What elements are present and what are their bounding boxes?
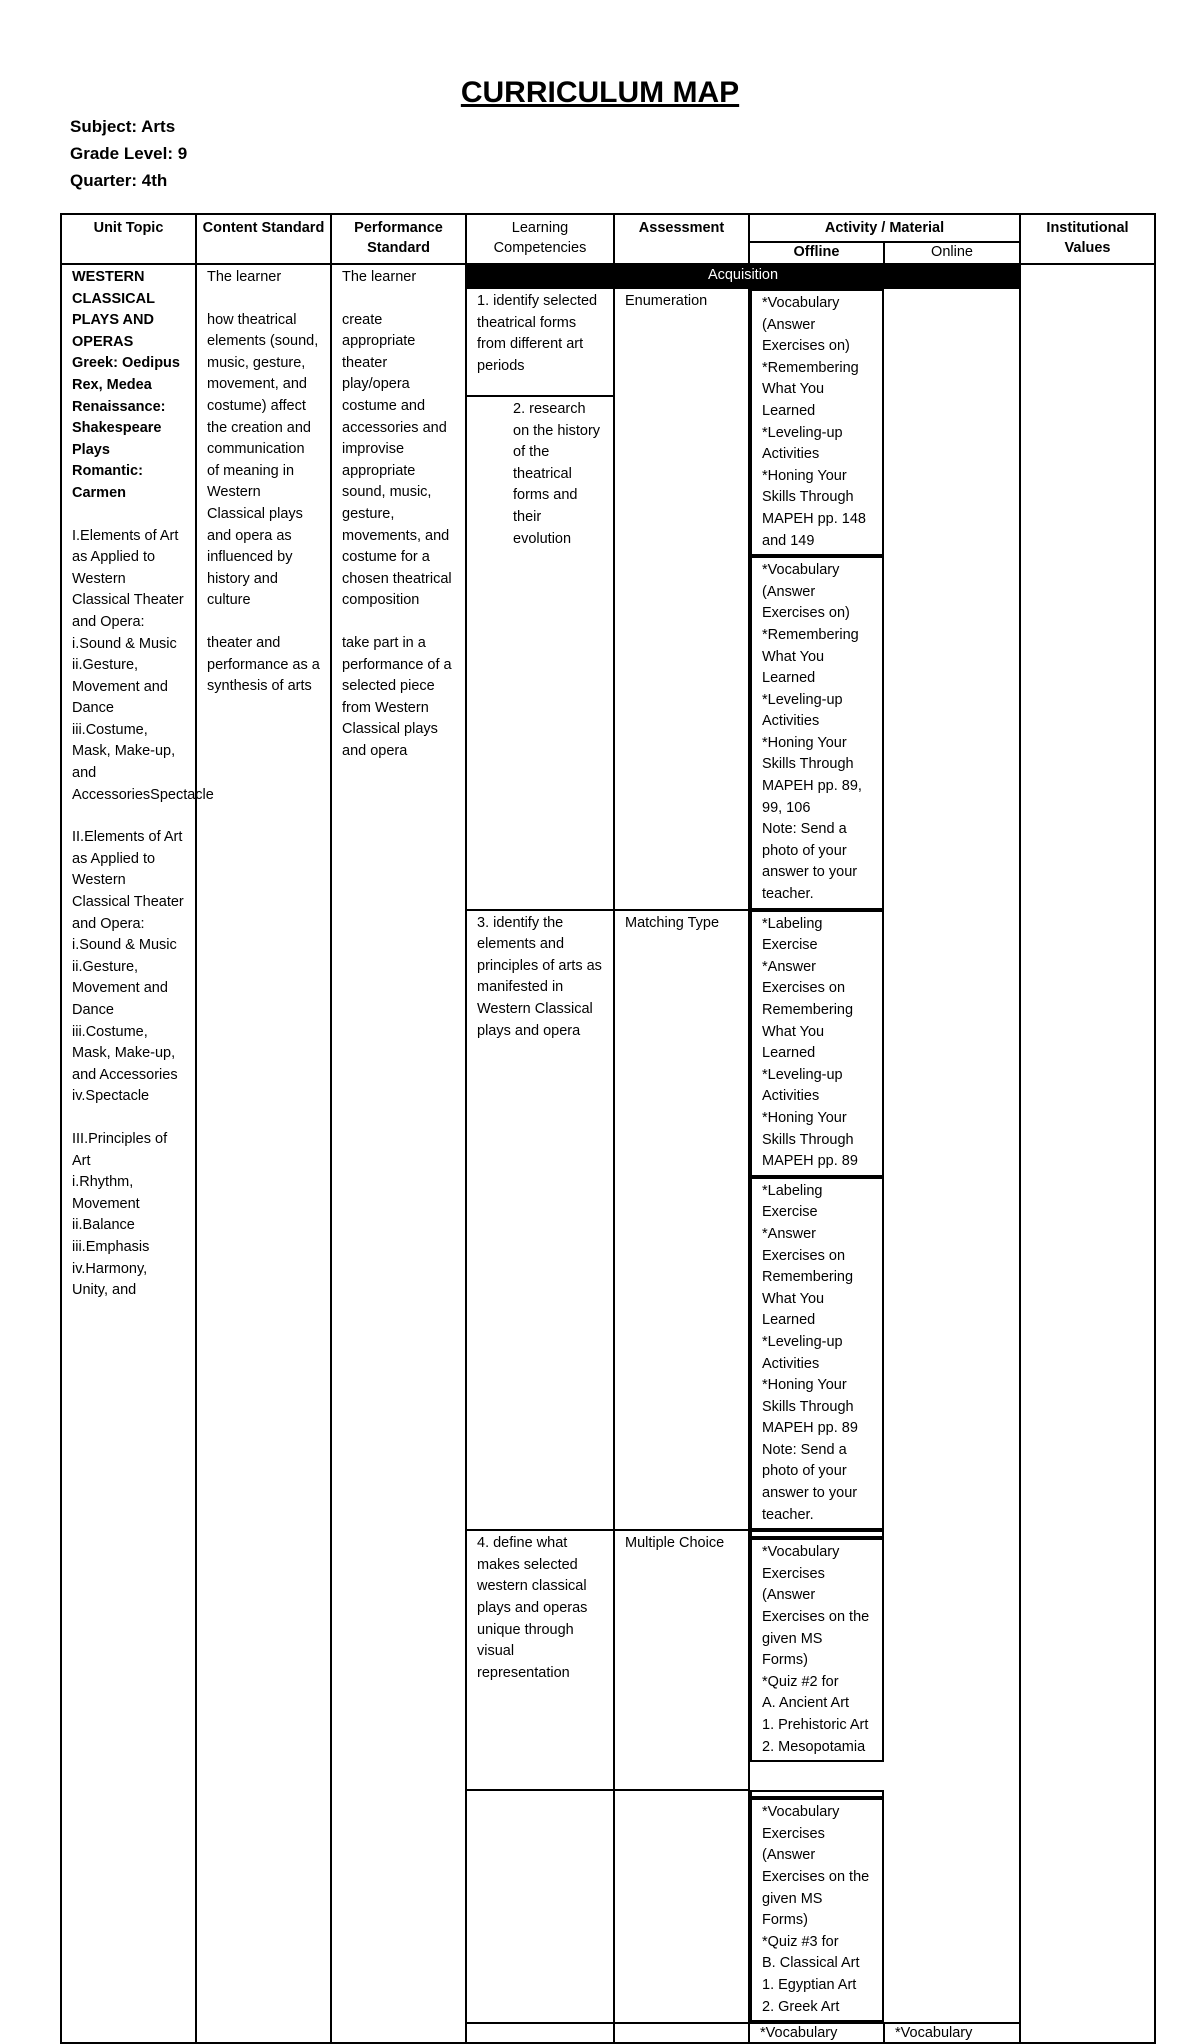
offline-4 [750, 1530, 884, 1538]
quarter-label: Quarter: 4th [70, 171, 168, 190]
header-content-standard: Content Standard [196, 214, 331, 264]
header-online: Online [884, 242, 1020, 264]
unit-topic-part3: III.Principles of Art i.Rhythm, Movement ii.Balance iii.Emphasis iv.Harmony, Unity, and [72, 1130, 168, 1299]
unit-topic-cell [61, 264, 214, 2043]
unit-topic-part1: I.Elements of Art as Applied to Western Classical Theater and Opera: i.Sound & Music ii.Gesture, Movement and Dance iii.Costume, Mask, Make-up, and AccessoriesSpectacle [72, 527, 214, 803]
competency-cell-1 [466, 288, 614, 910]
header-activity-material: Activity / Material [749, 214, 1020, 242]
offline-5 [750, 1790, 884, 1798]
performance-standard-lead: The learner [342, 269, 417, 285]
content-standard-p2: theater and performance as a synthesis of arts [207, 634, 320, 695]
offline-1: *Vocabulary (Answer Exercises on) *Remembering What You Learned *Leveling-up Activities *Honing Your Skills Through MAPEH pp. 148 and 149 [750, 289, 884, 556]
unit-topic-heading: WESTERN CLASSICAL PLAYS AND OPERAS Greek: Oedipus Rex, Medea Renaissance: Shakespeare Plays Romantic: Carmen [72, 269, 180, 501]
subject-label: Subject: Arts [70, 117, 176, 136]
offline-6: *Vocabulary [749, 2023, 884, 2043]
assessment-6 [614, 2023, 749, 2043]
competency-2: 2. research on the history of the theatrical forms and their evolution [513, 401, 601, 547]
header-assessment: Assessment [614, 214, 749, 264]
assessment-1: Enumeration [614, 288, 749, 910]
header-unit-topic: Unit Topic [61, 214, 196, 264]
institutional-values-cell [1020, 264, 1155, 2043]
online-3: *Labeling Exercise *Answer Exercises on Remembering What You Learned *Leveling-up Activities *Honing Your Skills Through MAPEH pp. 89 Note: Send a photo of your answer to your teacher. [750, 1177, 884, 1531]
performance-standard-p2: take part in a performance of a selected piece from Western Classical plays and opera [342, 634, 452, 759]
header-offline: Offline [749, 242, 884, 264]
offline-3: *Labeling Exercise *Answer Exercises on Remembering What You Learned *Leveling-up Activities *Honing Your Skills Through MAPEH pp. 89 [750, 910, 884, 1177]
competency-6 [466, 2023, 614, 2043]
content-standard-cell [196, 264, 331, 2043]
competency-5 [466, 1790, 614, 2023]
assessment-3: Matching Type [614, 910, 749, 1531]
assessment-5 [614, 1790, 749, 2023]
acquisition-bar: Acquisition [466, 264, 1020, 288]
online-1: *Vocabulary (Answer Exercises on) *Remembering What You Learned *Leveling-up Activities *Honing Your Skills Through MAPEH pp. 89, 99, 106 Note: Send a photo of your answer to your teacher. [750, 556, 884, 910]
online-4: *Vocabulary Exercises (Answer Exercises on the given MS Forms) *Quiz #2 for A. Ancient Art 1. Prehistoric Art 2. Mesopotamia [750, 1538, 884, 1762]
competency-1: 1. identify selected theatrical forms from different art periods [467, 289, 613, 397]
page-title: CURRICULUM MAP [460, 76, 740, 109]
curriculum-map-table [60, 213, 1156, 2044]
performance-standard-cell [331, 264, 466, 2043]
performance-standard-p1: create appropriate theater play/opera costume and accessories and improvise appropriate sound, music, gesture, movements, and costume for a chosen theatrical composition [342, 311, 452, 609]
unit-topic-part2: II.Elements of Art as Applied to Western Classical Theater and Opera: i.Sound & Music ii.Gesture, Movement and Dance iii.Costume, Mask, Make-up, and Accessories iv.Spectacle [72, 829, 184, 1105]
header-performance-standard: Performance Standard [331, 214, 466, 264]
online-5: *Vocabulary Exercises (Answer Exercises on the given MS Forms) *Quiz #3 for B. Classical Art 1. Egyptian Art 2. Greek Art [750, 1798, 884, 2022]
header-institutional-values: Institutional Values [1020, 214, 1155, 264]
competency-4: 4. define what makes selected western classical plays and operas unique through visual representation [466, 1530, 614, 1790]
grade-level-label: Grade Level: 9 [70, 144, 188, 163]
assessment-4: Multiple Choice [614, 1530, 749, 1790]
content-standard-p1: how theatrical elements (sound, music, gesture, movement, and costume) affect the creation and communication of meaning in Western Classical plays and opera as influenced by history and culture [207, 311, 319, 609]
competency-3: 3. identify the elements and principles of arts as manifested in Western Classical plays and opera [466, 910, 614, 1531]
content-standard-lead: The learner [207, 269, 282, 285]
header-learning-competencies: Learning Competencies [466, 214, 614, 264]
online-6: *Vocabulary [884, 2023, 1020, 2043]
